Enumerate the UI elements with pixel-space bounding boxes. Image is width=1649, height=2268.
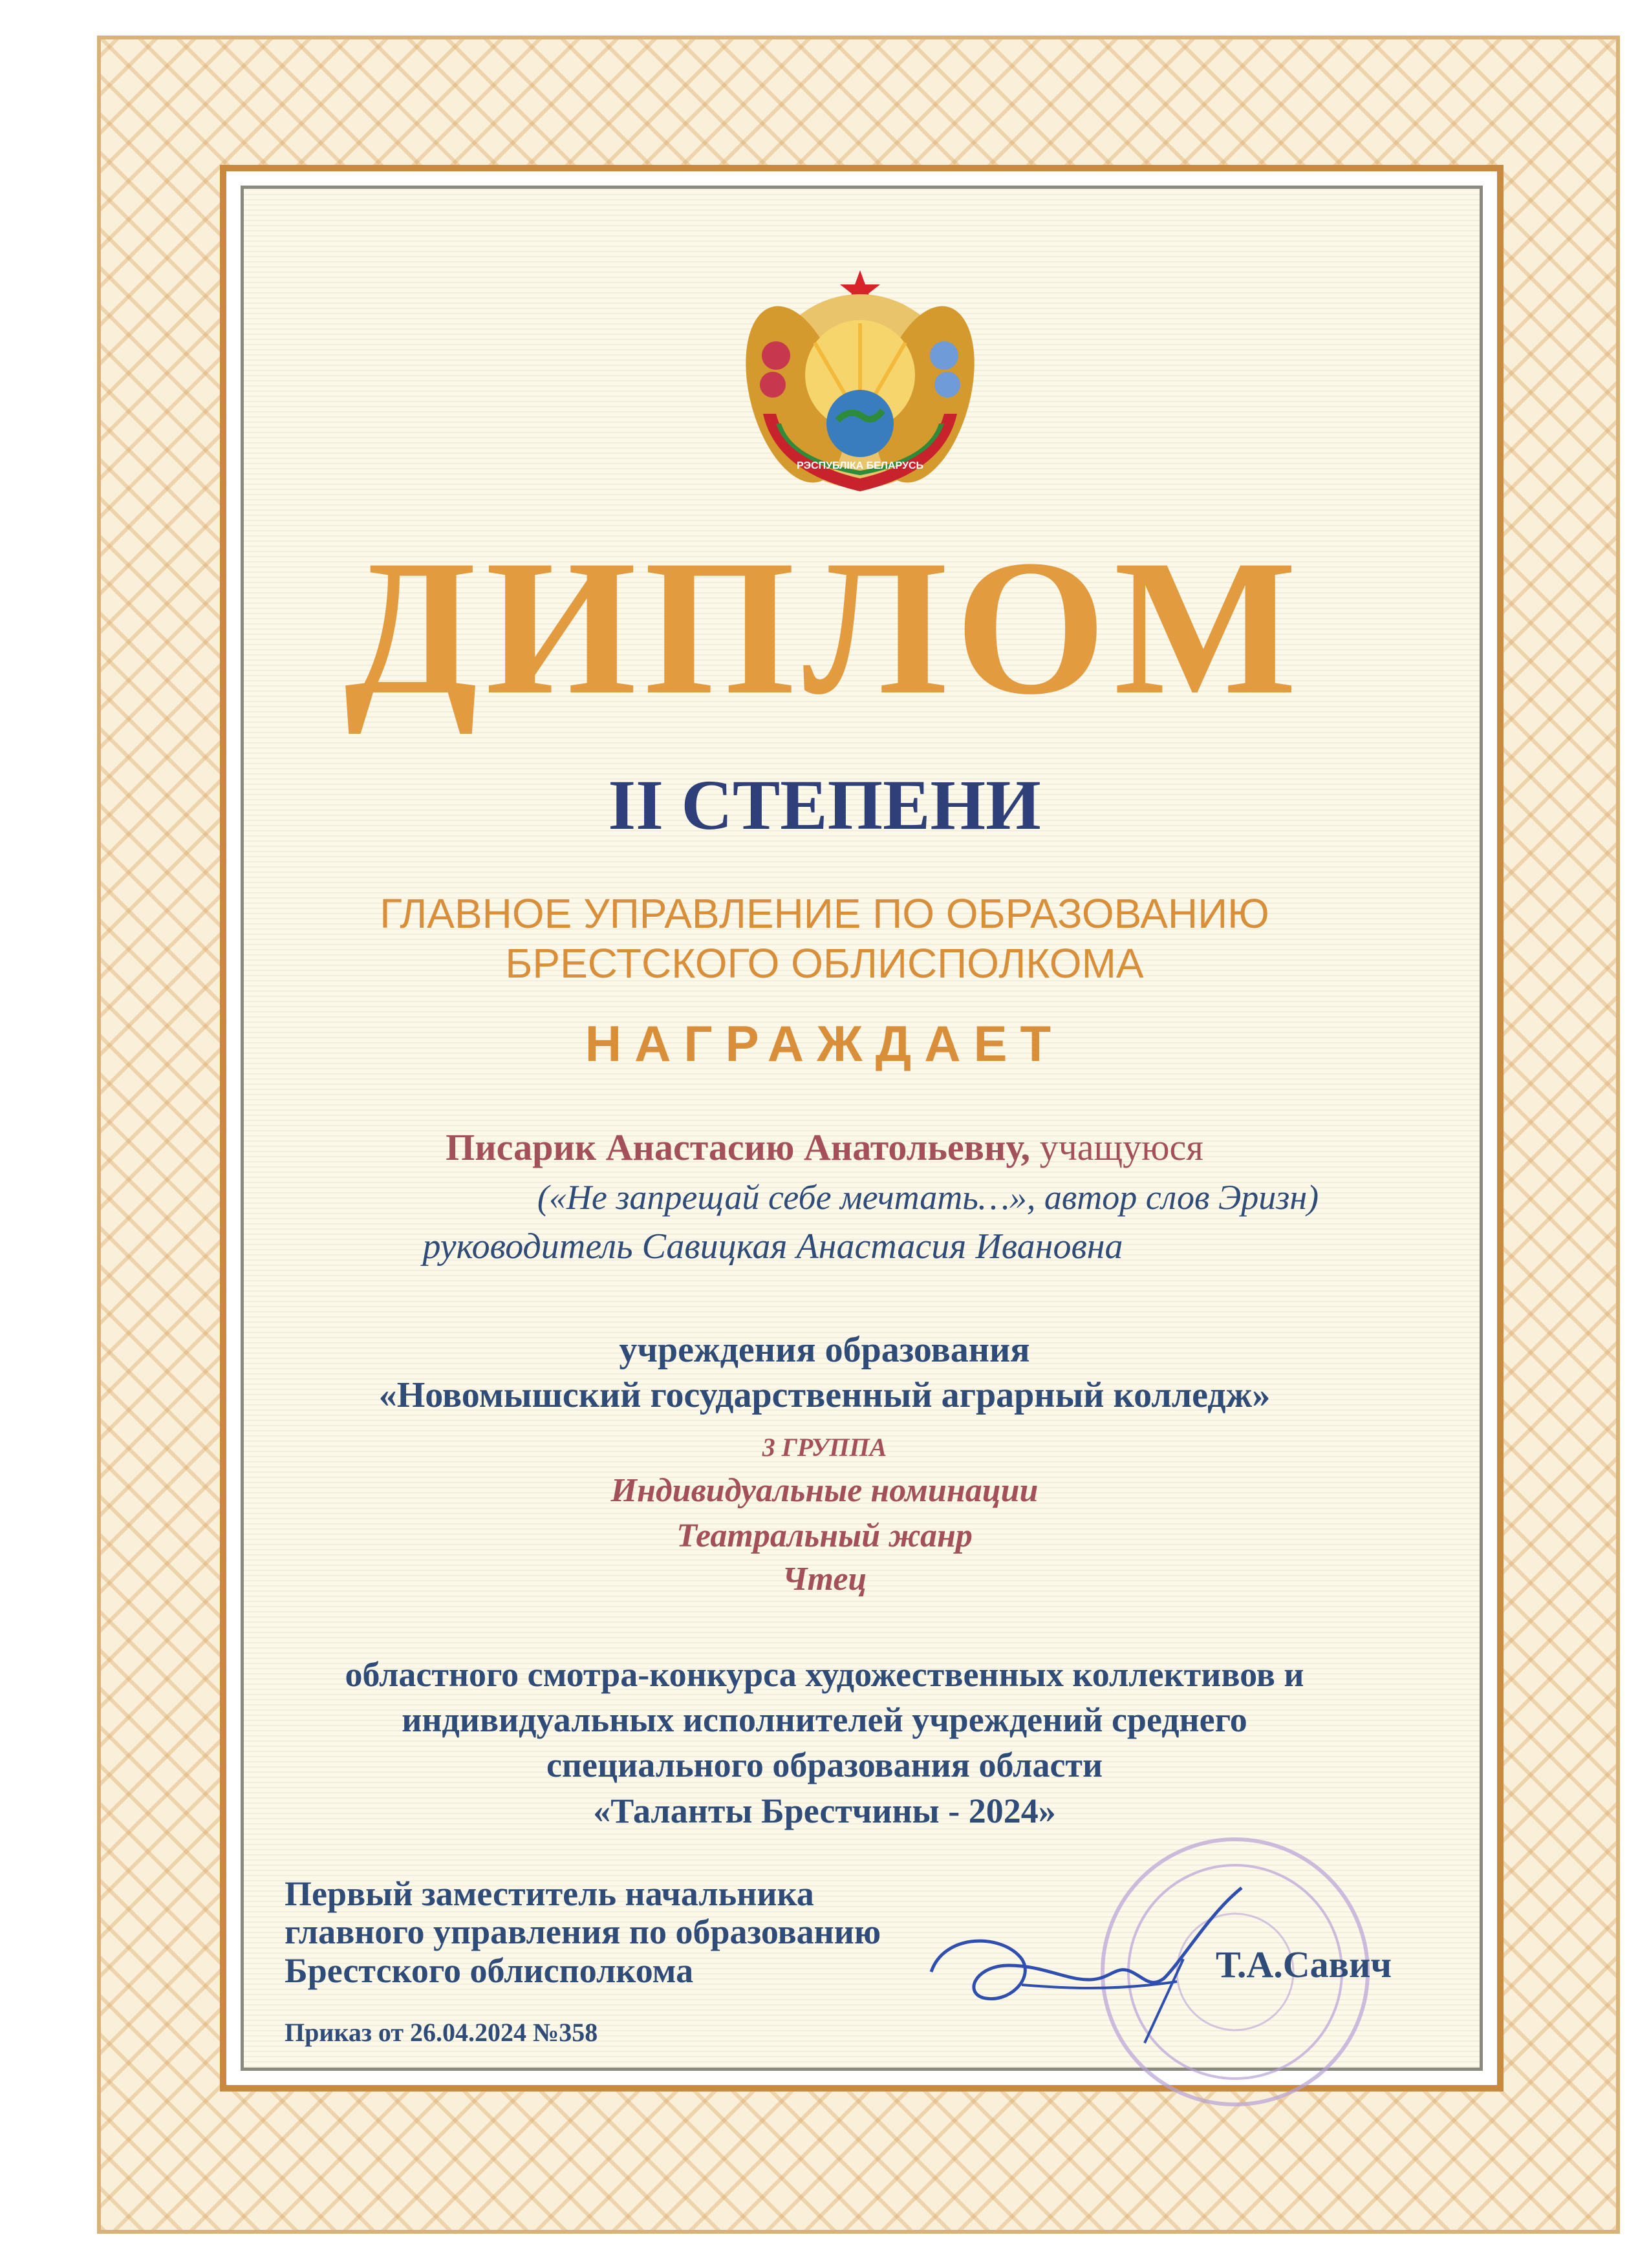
leader: руководитель Савицкая Анастасия Ивановна — [422, 1226, 1123, 1267]
awards-heading: НАГРАЖДАЕТ — [585, 1015, 1064, 1072]
category-role: Чтец — [782, 1561, 867, 1598]
category-nomination: Индивидуальные номинации — [610, 1472, 1039, 1509]
issuer-line-2: БРЕСТСКОГО ОБЛИСПОЛКОМА — [505, 939, 1144, 987]
category-group: 3 ГРУППА — [762, 1433, 887, 1462]
recipient — [0, 1125, 1649, 1170]
signer-position — [285, 1875, 881, 1990]
emblem-ribbon-text: РЭСПУБЛІКА БЕЛАРУСЬ — [796, 460, 924, 471]
order-reference: Приказ от 26.04.2024 №358 — [285, 2018, 598, 2047]
state-emblem — [737, 265, 983, 504]
handwritten-signature — [905, 1875, 1267, 2069]
institution-line-2: «Новомышский государственный аграрный колледж» — [378, 1375, 1271, 1415]
work-title: («Не запрещай себе мечтать…», автор слов Эризн) — [537, 1178, 1319, 1217]
contest-description — [0, 1652, 1649, 1834]
diploma-title: ДИПЛОМ — [344, 520, 1305, 734]
issuer-line-1: ГЛАВНОЕ УПРАВЛЕНИЕ ПО ОБРАЗОВАНИЮ — [380, 890, 1269, 937]
issuer — [0, 889, 1649, 989]
recipient-role: учащуюся — [1039, 1126, 1203, 1168]
signer-line-1: Первый заместитель начальника — [285, 1874, 814, 1913]
institution-line-1: учреждения образования — [619, 1330, 1030, 1370]
recipient-name: Писарик Анастасию Анатольевну, — [446, 1126, 1031, 1168]
contest-line-1: областного смотра-конкурса художественных коллективов и — [345, 1655, 1304, 1694]
contest-line-2: индивидуальных исполнителей учреждений среднего — [402, 1700, 1247, 1740]
category-genre: Театральный жанр — [676, 1517, 973, 1554]
signer-name: Т.А.Савич — [1216, 1943, 1392, 1985]
diploma-degree: II СТЕПЕНИ — [608, 765, 1041, 844]
contest-line-3: специального образования области — [546, 1746, 1103, 1785]
signer-line-3: Брестского облисполкома — [285, 1951, 694, 1990]
contest-line-4: «Таланты Брестчины - 2024» — [593, 1791, 1056, 1830]
signer-line-2: главного управления по образованию — [285, 1912, 881, 1952]
